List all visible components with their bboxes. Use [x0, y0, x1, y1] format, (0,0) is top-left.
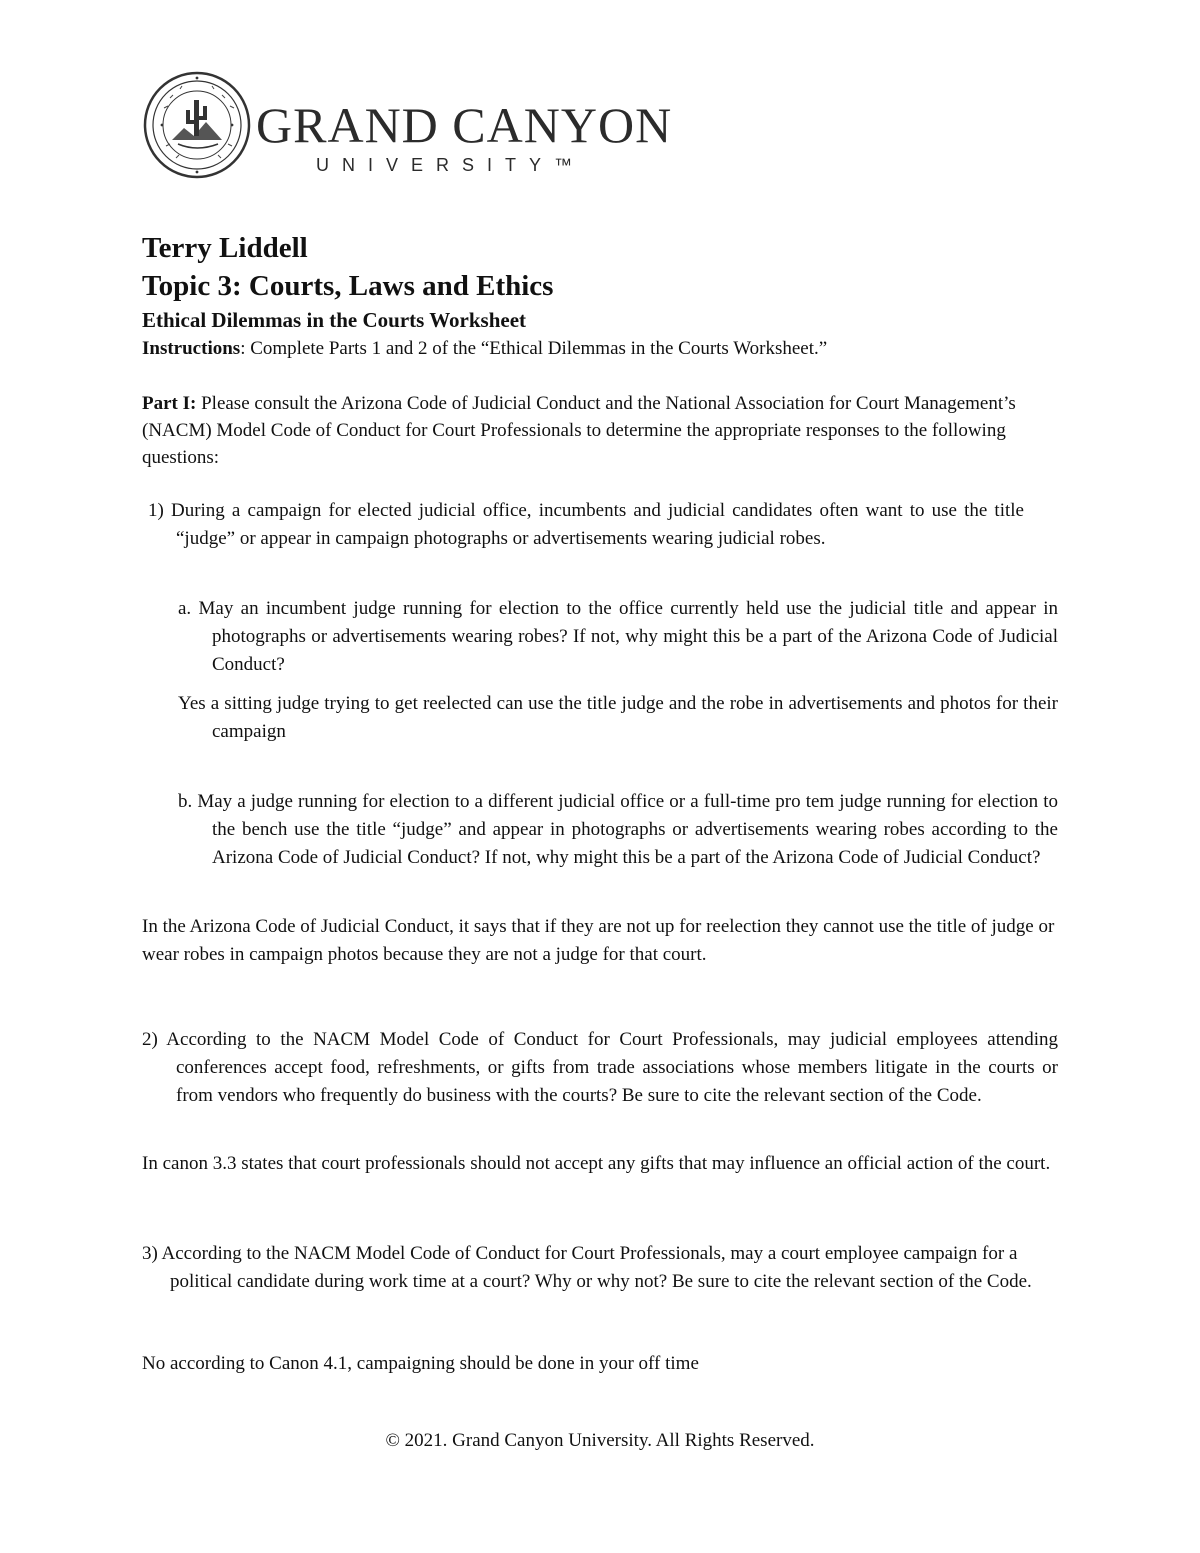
topic-title: Topic 3: Courts, Laws and Ethics [142, 270, 554, 302]
answer-2: In canon 3.3 states that court professionals should not accept any gifts that may influence an official action of the court. [142, 1153, 1051, 1174]
question-2: 2) According to the NACM Model Code of Conduct for Court Professionals, may judicial employees attending conferences accept food, refreshments, or gifts from trade associations whose members litigate in the courts or from vendors who frequently do business with the courts? Be sure to cite the relevant section of the Code. [142, 1029, 1058, 1106]
university-seal-icon [142, 70, 252, 180]
answer-3: No according to Canon 4.1, campaigning should be done in your off time [142, 1353, 699, 1374]
answer-1a: Yes a sitting judge trying to get reelected can use the title judge and the robe in advertisements and photos for their campaign [178, 693, 1058, 742]
question-1b: b. May a judge running for election to a different judicial office or a full-time pro tem judge running for election to the bench use the title “judge” and appear in photographs or advertisements wearing robes according to the Arizona Code of Judicial Conduct? If not, why might this be a part of the Arizona Code of Judicial Conduct? [178, 791, 1058, 868]
part1-label: Part I: [142, 393, 197, 414]
instructions-text: : Complete Parts 1 and 2 of the “Ethical Dilemmas in the Courts Worksheet.” [240, 338, 828, 359]
part1-intro [142, 390, 1062, 471]
instructions-label: Instructions [142, 338, 241, 359]
part1-text: Please consult the Arizona Code of Judicial Conduct and the National Association for Court Management’s (NACM) Model Code of Conduct for Court Professionals to determine the appropriate responses to the following questions: [142, 393, 1016, 468]
brand-name-line1: GRAND CANYON [256, 97, 673, 153]
worksheet-title: Ethical Dilemmas in the Courts Worksheet [142, 308, 527, 332]
question-1a: a. May an incumbent judge running for election to the office currently held use the judicial title and appear in photographs or advertisements wearing robes? If not, why might this be a part of the Arizona Code of Judicial Conduct? [178, 598, 1058, 675]
answer-1b: In the Arizona Code of Judicial Conduct, it says that if they are not up for reelection they cannot use the title of judge or wear robes in campaign photos because they are not a judge for that court. [142, 916, 1055, 965]
copyright-footer: © 2021. Grand Canyon University. All Rights Reserved. [385, 1430, 815, 1451]
question-1: 1) During a campaign for elected judicial office, incumbents and judicial candidates often want to use the title “judge” or appear in campaign photographs or advertisements wearing judicial robes. [148, 500, 1024, 549]
instructions [142, 338, 827, 360]
student-name: Terry Liddell [142, 232, 308, 264]
question-3: 3) According to the NACM Model Code of Conduct for Court Professionals, may a court employee campaign for a political candidate during work time at a court? Why or why not? Be sure to cite the relevant section of the Code. [142, 1243, 1032, 1292]
university-logo [142, 70, 673, 182]
brand-name-line2: UNIVERSITY™ [316, 155, 586, 175]
